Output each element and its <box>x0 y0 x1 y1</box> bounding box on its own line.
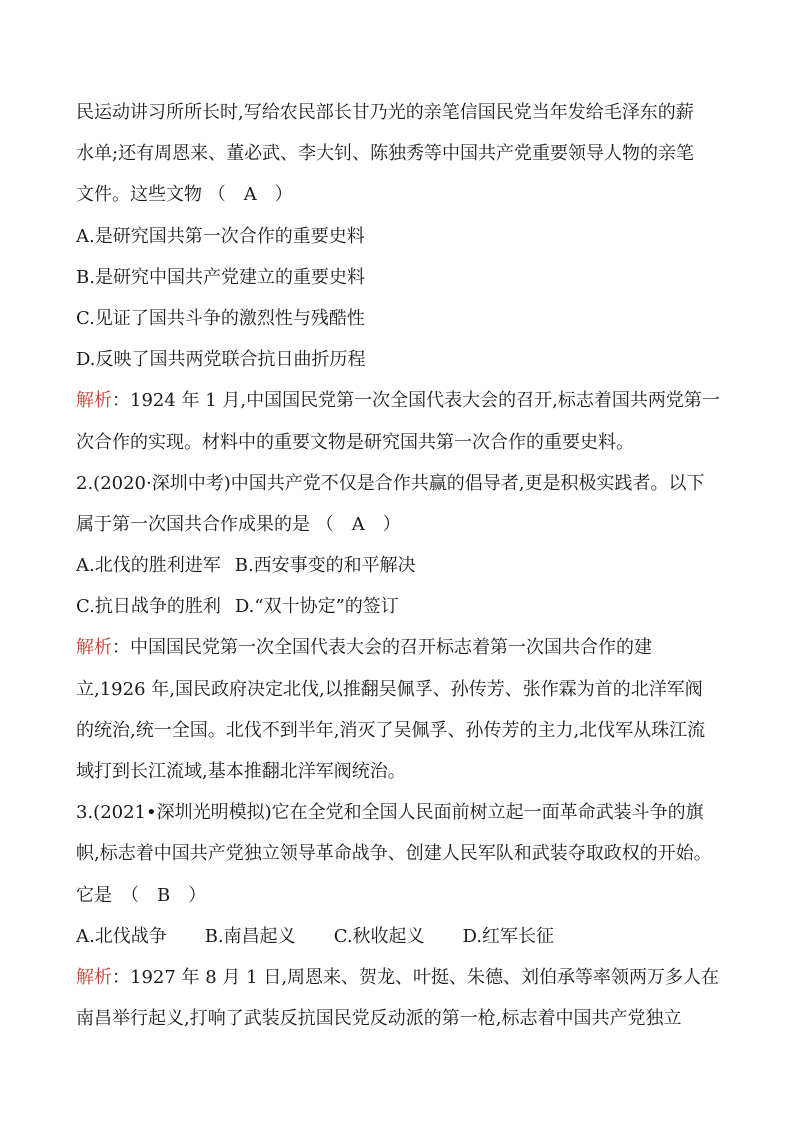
q2-stem-line-2: 属于第一次国共合作成果的是 （ A ） <box>76 513 401 535</box>
q2-analysis-line-2: 立,1926 年,国民政府决定北伐,以推翻吴佩孚、孙传芳、张作霖为首的北洋军阀 <box>76 678 703 700</box>
q2-option-c: C.抗日战争的胜利 <box>76 596 221 618</box>
q1-analysis-text-1: ：1924 年 1 月,中国国民党第一次全国代表大会的召开,标志着国共两党第一 <box>112 390 720 412</box>
q3-stem-line-1: 3.(2021•深圳光明模拟)它在全党和全国人民面前树立起一面革命武装斗争的旗 <box>76 802 704 824</box>
q3-options-row <box>76 916 736 957</box>
q3-option-c: C.秋收起义 <box>333 925 425 947</box>
q2-options-row-2 <box>76 586 736 627</box>
q1-analysis-line-2: 次合作的实现。材料中的重要文物是研究国共第一次合作的重要史料。 <box>76 431 634 453</box>
q1-analysis-label: 解析 <box>76 390 112 412</box>
q1-option-b: B.是研究中国共产党建立的重要史料 <box>76 266 365 288</box>
q2-stem-line-1: 2.(2020·深圳中考)中国共产党不仅是合作共赢的倡导者,更是积极实践者。以下 <box>76 472 705 494</box>
q2-option-a: A.北伐的胜利进军 <box>76 555 221 577</box>
document-page <box>76 92 736 1039</box>
q2-analysis-text-1: ：中国国民党第一次全国代表大会的召开标志着第一次国共合作的建 <box>112 637 652 659</box>
q3-option-b: B.南昌起义 <box>204 925 296 947</box>
q2-analysis-line-4: 域打到长江流域,基本推翻北洋军阀统治。 <box>76 761 406 782</box>
q1-option-c: C.见证了国共斗争的激烈性与残酷性 <box>76 307 365 329</box>
q1-stem-line-2: 水单;还有周恩来、董必武、李大钊、陈独秀等中国共产党重要领导人物的亲笔 <box>76 143 695 165</box>
q3-analysis-line-2: 南昌举行起义,打响了武装反抗国民党反动派的第一枪,标志着中国共产党独立 <box>76 1008 682 1030</box>
q3-option-a: A.北伐战争 <box>76 925 167 947</box>
q2-analysis-label: 解析 <box>76 637 112 659</box>
q3-option-d: D.红军长征 <box>462 925 555 947</box>
q2-analysis-line-3: 的统治,统一全国。北伐不到半年,消灭了吴佩孚、孙传芳的主力,北伐军从珠江流 <box>76 719 706 741</box>
q3-stem-line-3: 它是 （ B ） <box>76 884 207 906</box>
q3-analysis-label: 解析 <box>76 966 112 988</box>
q2-options-row-1 <box>76 545 736 586</box>
q1-stem-line-3: 文件。这些文物 （ A ） <box>76 184 293 206</box>
q3-stem-line-2: 帜,标志着中国共产党独立领导革命战争、创建人民军队和武装夺取政权的开始。 <box>76 843 712 865</box>
q1-stem-line-1: 民运动讲习所所长时,写给农民部长甘乃光的亲笔信国民党当年发给毛泽东的薪 <box>76 102 694 123</box>
q1-option-d: D.反映了国共两党联合抗日曲折历程 <box>76 349 366 371</box>
q1-option-a: A.是研究国共第一次合作的重要史料 <box>76 225 365 247</box>
q3-analysis-text-1: ：1927 年 8 月 1 日,周恩来、贺龙、叶挺、朱德、刘伯承等率领两万多人在 <box>112 966 720 988</box>
q2-analysis-line-1 <box>76 627 736 668</box>
q2-option-b: B.西安事变的和平解决 <box>234 555 416 577</box>
q1-analysis-line-1 <box>76 380 736 421</box>
q3-analysis-line-1 <box>76 957 736 998</box>
q2-option-d: D.“双十协定”的签订 <box>234 596 399 618</box>
